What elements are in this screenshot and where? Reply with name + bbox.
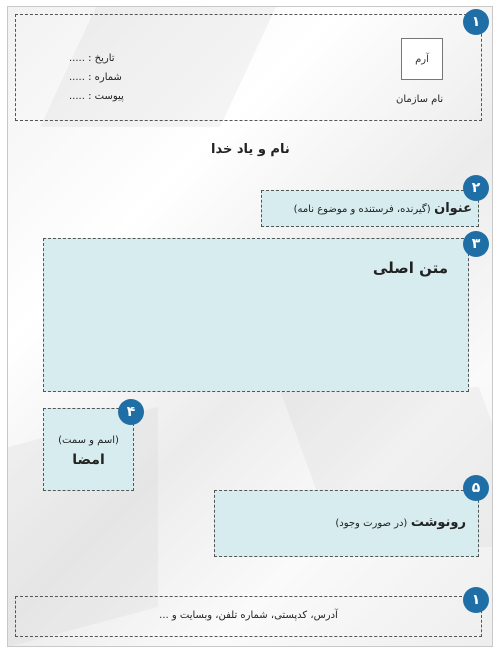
header-box bbox=[15, 14, 482, 121]
cc-label bbox=[335, 515, 466, 530]
logo-label: آرم bbox=[415, 53, 429, 65]
attachment-field: پیوست : ..... bbox=[69, 91, 124, 102]
section-number-badge: ۱ bbox=[463, 9, 489, 35]
date-field: تاریخ : ..... bbox=[69, 53, 115, 64]
section-number-badge: ۴ bbox=[118, 399, 144, 425]
subject-subtitle: (گیرنده، فرستنده و موضوع نامه) bbox=[293, 204, 431, 215]
logo-placeholder bbox=[401, 38, 443, 80]
subject-title: عنوان bbox=[434, 201, 472, 216]
cc-subtitle: (در صورت وجود) bbox=[335, 518, 408, 529]
subject-box bbox=[261, 190, 479, 227]
cc-title: رونوشت bbox=[410, 515, 466, 530]
footer-text: آدرس، کدپستی، شماره تلفن، وبسایت و ... bbox=[159, 610, 338, 621]
section-number-badge: ۱ bbox=[463, 587, 489, 613]
signature-subtitle: (اسم و سمت) bbox=[58, 435, 119, 446]
section-number-badge: ۳ bbox=[463, 231, 489, 257]
main-text-box bbox=[43, 238, 469, 392]
subject-label bbox=[294, 201, 472, 216]
footer-box bbox=[15, 596, 482, 637]
letter-template bbox=[7, 6, 493, 647]
main-text-title: متن اصلی bbox=[372, 259, 448, 277]
section-number-badge: ۵ bbox=[463, 475, 489, 501]
signature-title: امضا bbox=[72, 452, 105, 468]
section-number-badge: ۲ bbox=[463, 175, 489, 201]
invocation-title: نام و یاد خدا bbox=[211, 142, 290, 157]
number-field: شماره : ..... bbox=[69, 72, 122, 83]
org-name: نام سازمان bbox=[396, 94, 444, 105]
cc-box bbox=[214, 490, 479, 557]
